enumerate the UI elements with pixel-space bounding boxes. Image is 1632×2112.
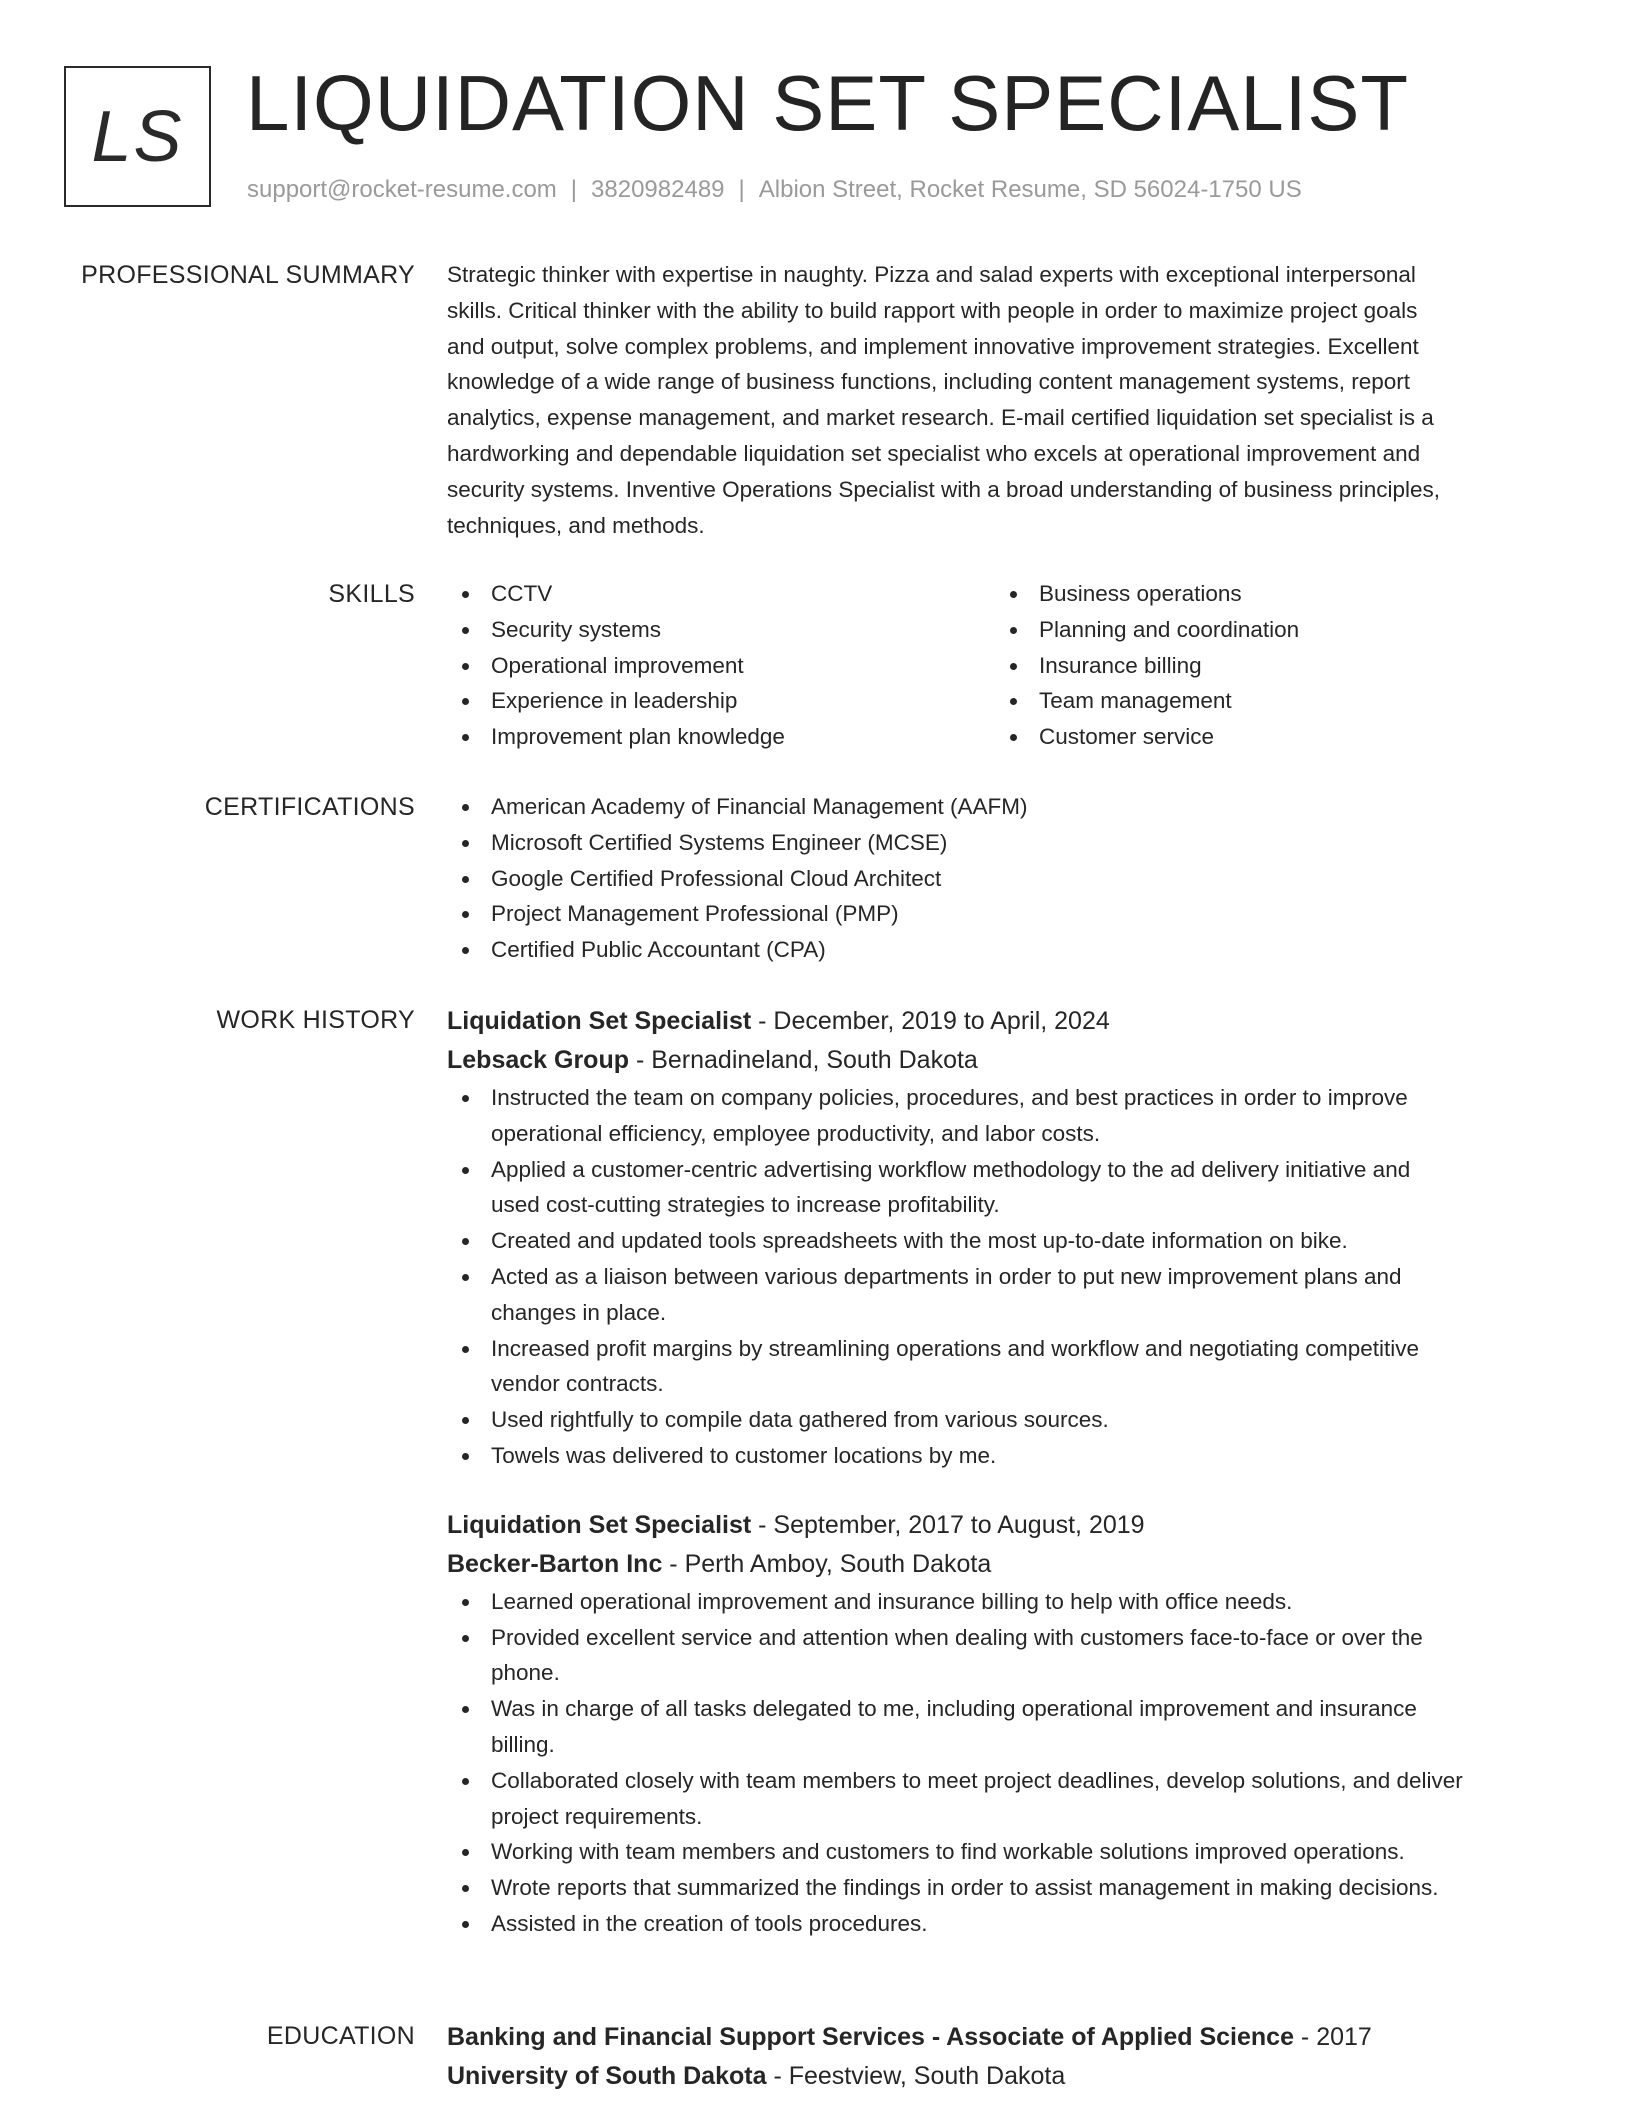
skills-list-left <box>447 576 995 755</box>
job-duty <box>447 1620 1567 1692</box>
job-title-line <box>447 1002 1567 1041</box>
job-duty <box>447 1259 1567 1331</box>
skill-item: Improvement plan knowledge <box>447 719 995 755</box>
certifications-list <box>447 789 1567 968</box>
duty-line: operational efficiency, employee productivity, and labor costs. <box>491 1120 1101 1146</box>
skill-item: Customer service <box>995 719 1543 755</box>
contact-separator: | <box>738 176 745 203</box>
duty-line: Acted as a liaison between various departments in order to put new improvement plans and <box>491 1263 1402 1289</box>
duty-line: billing. <box>491 1731 555 1757</box>
education-school: University of South Dakota <box>447 2062 767 2090</box>
job-duties-list <box>447 1080 1567 1474</box>
certification-item: Certified Public Accountant (CPA) <box>447 932 1567 968</box>
job-duty <box>447 1584 1567 1620</box>
job-duty <box>447 1834 1567 1870</box>
education-degree-line <box>447 2018 1567 2057</box>
job-title-line <box>447 1506 1567 1545</box>
duty-line: Working with team members and customers to find workable solutions improved operations. <box>491 1839 1405 1865</box>
job-entry <box>447 1002 1567 1474</box>
contact-address: Albion Street, Rocket Resume, SD 56024-1750 US <box>758 176 1302 203</box>
job-title: Liquidation Set Specialist <box>447 1510 752 1539</box>
certification-item: American Academy of Financial Management (AAFM) <box>447 789 1567 825</box>
duty-line: Provided excellent service and attention when dealing with customers face-to-face or over the <box>491 1624 1423 1650</box>
skill-item: Insurance billing <box>995 648 1543 684</box>
summary-text <box>447 257 1567 543</box>
education-body <box>447 2018 1567 2096</box>
job-duty <box>447 1763 1567 1835</box>
duty-line: Collaborated closely with team members to meet project deadlines, develop solutions, and deliver <box>491 1767 1463 1793</box>
job-entry <box>447 1506 1567 1942</box>
education-year: - 2017 <box>1293 2023 1372 2051</box>
skills-body <box>447 576 1567 755</box>
education-degree: Banking and Financial Support Services - Associate of Applied Science <box>447 2023 1294 2051</box>
section-label-summary: PROFESSIONAL SUMMARY <box>81 261 415 289</box>
education-location: - Feestview, South Dakota <box>766 2062 1066 2090</box>
duty-line: Increased profit margins by streamlining operations and workflow and negotiating competitive <box>491 1335 1419 1361</box>
skill-item: Team management <box>995 683 1543 719</box>
summary-line: and output, solve complex problems, and implement innovative improvement strategies. Excellent <box>447 333 1419 359</box>
certification-item: Microsoft Certified Systems Engineer (MCSE) <box>447 825 1567 861</box>
duty-line: project requirements. <box>491 1803 703 1829</box>
skill-item: Experience in leadership <box>447 683 995 719</box>
job-dates: - December, 2019 to April, 2024 <box>751 1007 1110 1035</box>
duty-line: used cost-cutting strategies to increase profitability. <box>491 1192 1000 1218</box>
duty-line: Applied a customer-centric advertising workflow methodology to the ad delivery initiative and <box>491 1156 1411 1182</box>
duty-line: vendor contracts. <box>491 1371 664 1397</box>
duty-line: phone. <box>491 1660 560 1686</box>
summary-line: Strategic thinker with expertise in naughty. Pizza and salad experts with exceptional interpersonal <box>447 262 1416 287</box>
job-duty <box>447 1870 1567 1906</box>
duty-line: Created and updated tools spreadsheets with the most up-to-date information on bike. <box>491 1228 1348 1254</box>
job-title: Liquidation Set Specialist <box>447 1007 752 1035</box>
education-school-line <box>447 2057 1567 2096</box>
duty-line: Towels was delivered to customer locations by me. <box>491 1442 997 1468</box>
candidate-name: LIQUIDATION SET SPECIALIST <box>246 59 1410 147</box>
job-duties-list <box>447 1584 1567 1942</box>
job-company-line <box>447 1545 1567 1584</box>
job-company: Lebsack Group <box>447 1046 629 1074</box>
job-company: Becker-Barton Inc <box>447 1549 663 1578</box>
section-label-certifications: CERTIFICATIONS <box>204 793 415 821</box>
skill-item: Planning and coordination <box>995 612 1543 648</box>
skill-item: Business operations <box>995 576 1543 612</box>
section-label-education: EDUCATION <box>266 2022 415 2050</box>
duty-line: changes in place. <box>491 1299 667 1325</box>
duty-line: Wrote reports that summarized the findings in order to assist management in making decisions. <box>491 1875 1439 1901</box>
job-duty <box>447 1906 1567 1942</box>
certification-item: Project Management Professional (PMP) <box>447 896 1567 932</box>
section-label-skills: SKILLS <box>328 580 415 608</box>
summary-line: techniques, and methods. <box>447 512 705 538</box>
job-duty <box>447 1080 1567 1152</box>
duty-line: Used rightfully to compile data gathered from various sources. <box>491 1407 1109 1433</box>
certification-item: Google Certified Professional Cloud Architect <box>447 861 1567 897</box>
contact-line <box>247 176 1302 204</box>
summary-line: security systems. Inventive Operations Specialist with a broad understanding of business principles, <box>447 476 1440 502</box>
job-duty <box>447 1691 1567 1763</box>
duty-line: Was in charge of all tasks delegated to me, including operational improvement and insurance <box>491 1696 1417 1722</box>
contact-email[interactable]: support@rocket-resume.com <box>247 176 557 203</box>
job-dates: - September, 2017 to August, 2019 <box>751 1510 1145 1539</box>
duty-line: Learned operational improvement and insurance billing to help with office needs. <box>491 1588 1293 1614</box>
work-body <box>447 1002 1567 1942</box>
duty-line: Assisted in the creation of tools procedures. <box>491 1910 928 1936</box>
monogram-badge <box>64 66 211 207</box>
duty-line: Instructed the team on company policies, procedures, and best practices in order to improve <box>491 1085 1408 1110</box>
monogram-initials: LS <box>91 96 184 177</box>
section-label-work: WORK HISTORY <box>216 1006 415 1034</box>
job-company-line <box>447 1041 1567 1080</box>
summary-line: knowledge of a wide range of business functions, including content management systems, report <box>447 369 1411 395</box>
job-duty <box>447 1152 1567 1224</box>
contact-phone[interactable]: 3820982489 <box>591 176 725 203</box>
summary-line: analytics, expense management, and market research. E-mail certified liquidation set specialist is a <box>447 405 1434 431</box>
skill-item: Security systems <box>447 612 995 648</box>
summary-line: hardworking and dependable liquidation set specialist who excels at operational improvement and <box>447 440 1421 466</box>
job-duty <box>447 1223 1567 1259</box>
skills-list-right <box>995 576 1543 755</box>
certifications-body <box>447 789 1567 968</box>
job-duty <box>447 1438 1567 1474</box>
summary-line: skills. Critical thinker with the ability to build rapport with people in order to maximize project goals <box>447 297 1418 323</box>
job-duty <box>447 1331 1567 1403</box>
job-duty <box>447 1402 1567 1438</box>
skill-item: Operational improvement <box>447 648 995 684</box>
contact-separator: | <box>570 176 578 203</box>
job-location: - Bernadineland, South Dakota <box>629 1046 978 1074</box>
skill-item: CCTV <box>447 576 995 612</box>
job-location: - Perth Amboy, South Dakota <box>662 1549 992 1578</box>
